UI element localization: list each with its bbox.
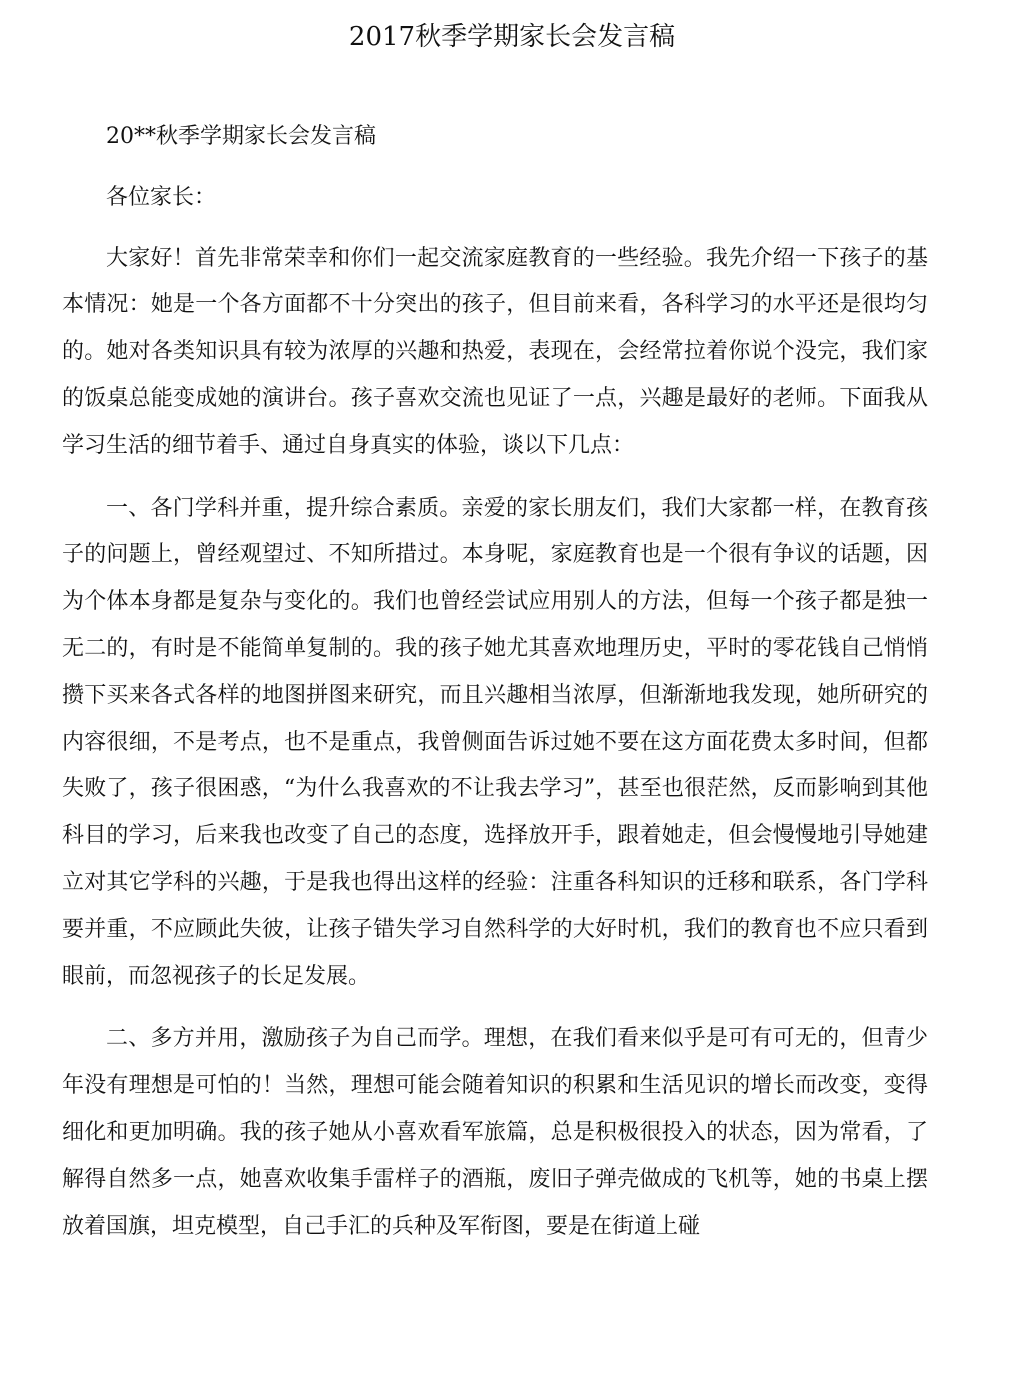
paragraph-point-two: 二、多方并用，激励孩子为自己而学。理想，在我们看来似乎是可有可无的，但青少年没有理想是可怕的！当然，理想可能会随着知识的积累和生活见识的增长而改变，变得细化和更加明确。我的孩子她从小喜欢看军旅篇，总是积极很投入的状态，因为常看，了解得自然多一点，她喜欢收集手雷样子的酒瓶，废旧子弹壳做成的飞机等，她的书桌上摆放着国旗，坦克模型，自己手汇的兵种及军衔图，要是在街道上碰 xyxy=(62,1026,928,1239)
document-title: 2017秋季学期家长会发言稿 xyxy=(348,22,676,52)
paragraph-introduction: 大家好！首先非常荣幸和你们一起交流家庭教育的一些经验。我先介绍一下孩子的基本情况：她是一个各方面都不十分突出的孩子，但目前来看，各科学习的水平还是很均匀的。她对各类知识具有较为浓厚的兴趣和热爱，表现在，会经常拉着你说个没完，我们家的饭桌总能变成她的演讲台。孩子喜欢交流也见证了一点，兴趣是最好的老师。下面我从学习生活的细节着手、通过自身真实的体验，谈以下几点： xyxy=(62,245,928,458)
document-subtitle: 20**秋季学期家长会发言稿 xyxy=(106,124,376,149)
document-page xyxy=(0,22,1024,1389)
paragraph-point-one: 一、各门学科并重，提升综合素质。亲爱的家长朋友们，我们大家都一样，在教育孩子的问题上，曾经观望过、不知所措过。本身呢，家庭教育也是一个很有争议的话题，因为个体本身都是复杂与变化的。我们也曾经尝试应用别人的方法，但每一个孩子都是独一无二的，有时是不能简单复制的。我的孩子她尤其喜欢地理历史，平时的零花钱自己悄悄攒下买来各式各样的地图拼图来研究，而且兴趣相当浓厚，但渐渐地我发现，她所研究的内容很细，不是考点，也不是重点，我曾侧面告诉过她不要在这方面花费太多时间，但都失败了，孩子很困惑，“为什么我喜欢的不让我去学习”，甚至也很茫然，反而影响到其他科目的学习，后来我也改变了自己的态度，选择放开手，跟着她走，但会慢慢地引导她建立对其它学科的兴趣，于是我也得出这样的经验：注重各科知识的迁移和联系，各门学科要并重，不应顾此失彼，让孩子错失学习自然科学的大好时机，我们的教育也不应只看到眼前，而忽视孩子的长足发展。 xyxy=(62,495,928,989)
salutation: 各位家长： xyxy=(106,184,217,210)
